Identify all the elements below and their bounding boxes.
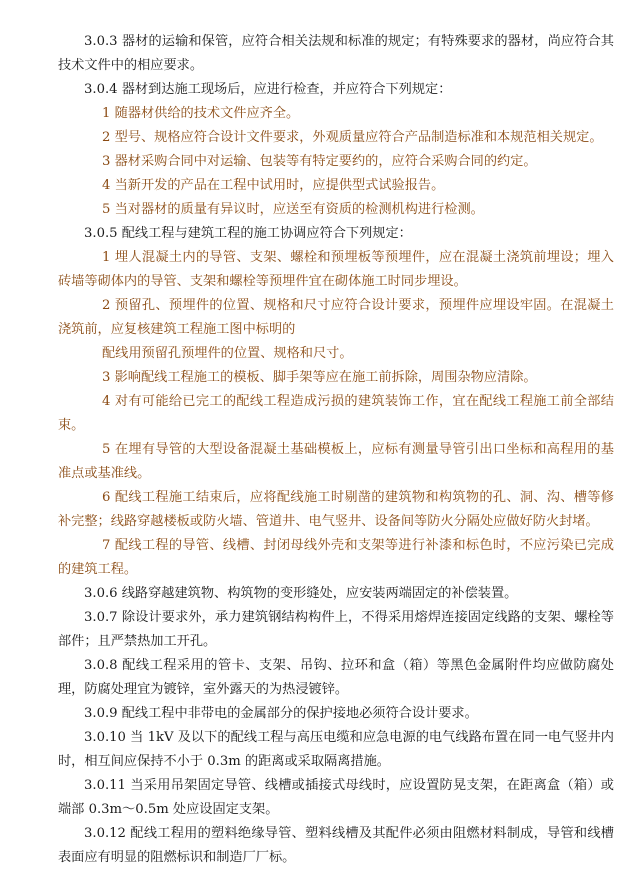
clause-3-0-5-item-1: 1 埋人混凝土内的导管、支架、螺栓和预埋板等预埋件，应在混凝土浇筑前埋设；埋入砖墙等砌体内的导管、支架和螺栓等预埋件宜在砌体施工时同步埋设。 (58, 250, 614, 289)
clause-3-0-4-item-4: 4 当新开发的产品在工程中试用时，应提供型式试验报告。 (102, 178, 445, 193)
clause-3-0-5-item-2-continued: 配线用预留孔预埋件的位置、规格和尺寸。 (102, 346, 353, 361)
clause-3-0-7: 3.0.7 除设计要求外，承力建筑钢结构构件上，不得采用熔焊连接固定线路的支架、螺栓等部件；且严禁热加工开孔。 (58, 610, 614, 649)
clause-3-0-4-item-1: 1 随器材供给的技术文件应齐全。 (102, 106, 300, 121)
clause-3-0-4-item-2: 2 型号、规格应符合设计文件要求，外观质量应符合产品制造标准和本规范相关规定。 (102, 130, 603, 145)
clause-3-0-9: 3.0.9 配线工程中非带电的金属部分的保护接地必须符合设计要求。 (84, 706, 478, 721)
clause-3-0-4-item-3: 3 器材采购合同中对运输、包装等有特定要约的，应符合采购合同的约定。 (102, 154, 537, 169)
clause-3-0-6: 3.0.6 线路穿越建筑物、构筑物的变形缝处，应安装两端固定的补偿装置。 (84, 586, 518, 601)
clause-3-0-3: 3.0.3 器材的运输和保管，应符合相关法规和标准的规定；有特殊要求的器材，尚应符合其技术文件中的相应要求。 (58, 34, 614, 73)
clause-3-0-8: 3.0.8 配线工程采用的管卡、支架、吊钩、拉环和盒（箱）等黑色金属附件均应做防腐处理，防腐处理宜为镀锌，室外露天的为热浸镀锌。 (58, 658, 614, 697)
clause-3-0-5-item-2: 2 预留孔、预埋件的位置、规格和尺寸应符合设计要求，预埋件应埋设牢固。在混凝土浇筑前，应复核建筑工程施工图中标明的 (58, 298, 614, 337)
clause-3-0-5-item-3: 3 影响配线工程施工的模板、脚手架等应在施工前拆除，周围杂物应清除。 (102, 370, 537, 385)
clause-3-0-5-item-6: 6 配线工程施工结束后，应将配线施工时剔凿的建筑物和构筑物的孔、洞、沟、槽等修补完整；线路穿越楼板或防火墙、管道井、电气竖井、设备间等防火分隔处应做好防火封堵。 (58, 490, 614, 529)
clause-3-0-4: 3.0.4 器材到达施工现场后，应进行检查，并应符合下列规定： (84, 82, 452, 97)
clause-3-0-11: 3.0.11 当采用吊架固定导管、线槽或插接式母线时，应设置防晃支架，在距离盒（箱）或端部 0.3m～0.5m 处应设固定支架。 (58, 778, 614, 817)
clause-3-0-5: 3.0.5 配线工程与建筑工程的施工协调应符合下列规定： (84, 226, 412, 241)
clause-3-0-5-item-4: 4 对有可能给已完工的配线工程造成污损的建筑装饰工作，宜在配线工程施工前全部结束。 (58, 394, 614, 433)
page-bottom-clip (0, 822, 644, 865)
clause-3-0-10: 3.0.10 当 1kV 及以下的配线工程与高压电缆和应急电源的电气线路布置在同一电气竖井内时，相互间应保持不小于 0.3m 的距离或采取隔离措施。 (58, 730, 614, 769)
clause-3-0-12: 3.0.12 配线工程用的塑料绝缘导管、塑料线槽及其配件必须由阻燃材料制成，导管和线槽表面应有明显的阻燃标识和制造厂厂标。 (58, 826, 614, 865)
clause-3-0-4-item-5: 5 当对器材的质量有异议时，应送至有资质的检测机构进行检测。 (102, 202, 484, 217)
clause-3-0-5-item-5: 5 在埋有导管的大型设备混凝土基础模板上，应标有测量导管引出口坐标和高程用的基准点或基准线。 (58, 442, 614, 481)
clause-3-0-5-item-7: 7 配线工程的导管、线槽、封闭母线外壳和支架等进行补漆和标色时，不应污染已完成的建筑工程。 (58, 538, 614, 577)
